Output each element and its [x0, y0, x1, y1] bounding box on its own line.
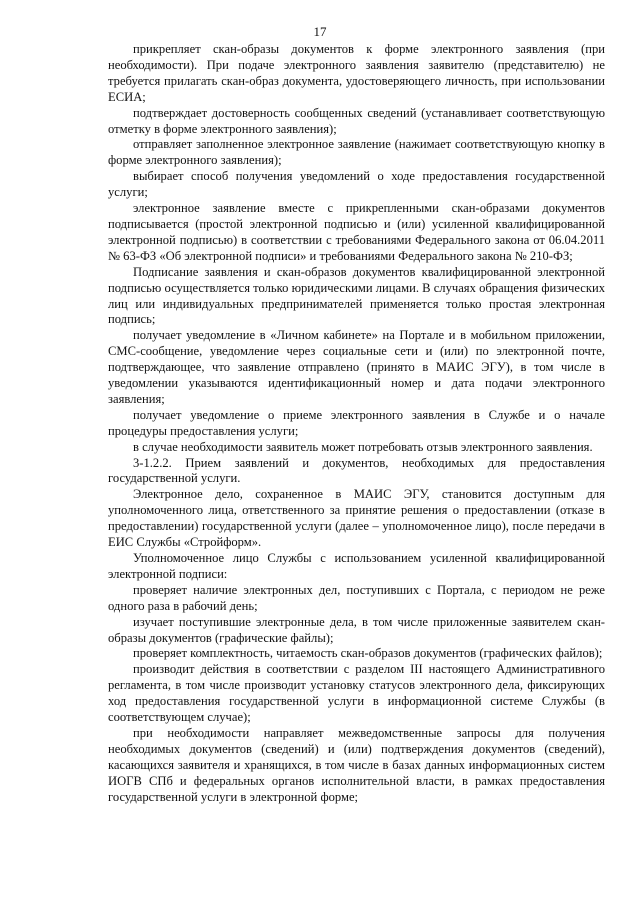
paragraph: изучает поступившие электронные дела, в том числе приложенные заявителем скан-образы документов (графические файлы);	[108, 614, 605, 645]
paragraph: при необходимости направляет межведомственные запросы для получения необходимых документов (сведений) и (или) подтверждения документов (сведений), касающихся заявителя и хранящихся, в том числе в базах данных информационных систем ИОГВ СПб и федеральных органов исполнительной власти, в рамках предоставления государственной услуги в электронной форме;	[108, 725, 605, 804]
paragraph: проверяет наличие электронных дел, поступивших с Портала, с периодом не реже одного раза в рабочий день;	[108, 582, 605, 613]
paragraph: производит действия в соответствии с разделом III настоящего Административного регламента, в том числе производит установку статусов электронного дела, фиксирующих ход предоставления государственной услуги в информационной системе Службы (в соответствующем случае);	[108, 662, 605, 725]
paragraph: отправляет заполненное электронное заявление (нажимает соответствующую кнопку в форме электронного заявления);	[108, 137, 605, 168]
paragraph: получает уведомление в «Личном кабинете» на Портале и в мобильном приложении, СМС-сообщение, уведомление через социальные сети и (или) по электронной почте, подтверждающее, что заявление отправлено (принято в МАИС ЭГУ), в том числе в уведомлении указываются идентификационный номер и дата подачи электронного заявления;	[108, 328, 605, 406]
paragraph: выбирает способ получения уведомлений о ходе предоставления государственной услуги;	[108, 169, 605, 200]
page-number: 17	[313, 24, 327, 39]
paragraph: Электронное дело, сохраненное в МАИС ЭГУ, становится доступным для уполномоченного лица, ответственного за принятие решения о предоставлении (отказе в предоставлении) государственной услуги (далее – уполномоченное лицо), после передачи в ЕИС Службы «Стройформ».	[108, 487, 605, 550]
document-body	[108, 42, 605, 806]
section-heading: 3-1.2.2. Прием заявлений и документов, необходимых для предоставления государственной услуги.	[108, 455, 605, 486]
paragraph: Подписание заявления и скан-образов документов квалифицированной электронной подписью осуществляется только юридическими лицами. В случаях обращения физических лиц или индивидуальных предпринимателей применяется только простая электронная подпись;	[108, 264, 605, 327]
paragraph: получает уведомление о приеме электронного заявления в Службе и о начале процедуры предоставления услуги;	[108, 407, 605, 438]
paragraph: в случае необходимости заявитель может потребовать отзыв электронного заявления.	[133, 439, 593, 454]
paragraph: подтверждает достоверность сообщенных сведений (устанавливает соответствующую отметку в форме электронного заявления);	[108, 105, 605, 136]
paragraph: проверяет комплектность, читаемость скан-образов документов (графических файлов);	[133, 646, 603, 661]
paragraph: Уполномоченное лицо Службы с использованием усиленной квалифицированной электронной подписи:	[108, 551, 605, 581]
paragraph: прикрепляет скан-образы документов к форме электронного заявления (при необходимости). При подаче электронного заявления заявителю (представителю) не требуется прилагать скан-образ документа, удостоверяющего личность, при использовании ЕСИА;	[108, 42, 605, 104]
paragraph: электронное заявление вместе с прикрепленными скан-образами документов подписывается (простой электронной подписью и (или) усиленной квалифицированной электронной подписью) в соответствии с требованиями Федерального закона от 06.04.2011 № 63-ФЗ «Об электронной подписи» и требованиями Федерального закона № 210-ФЗ;	[108, 201, 605, 263]
